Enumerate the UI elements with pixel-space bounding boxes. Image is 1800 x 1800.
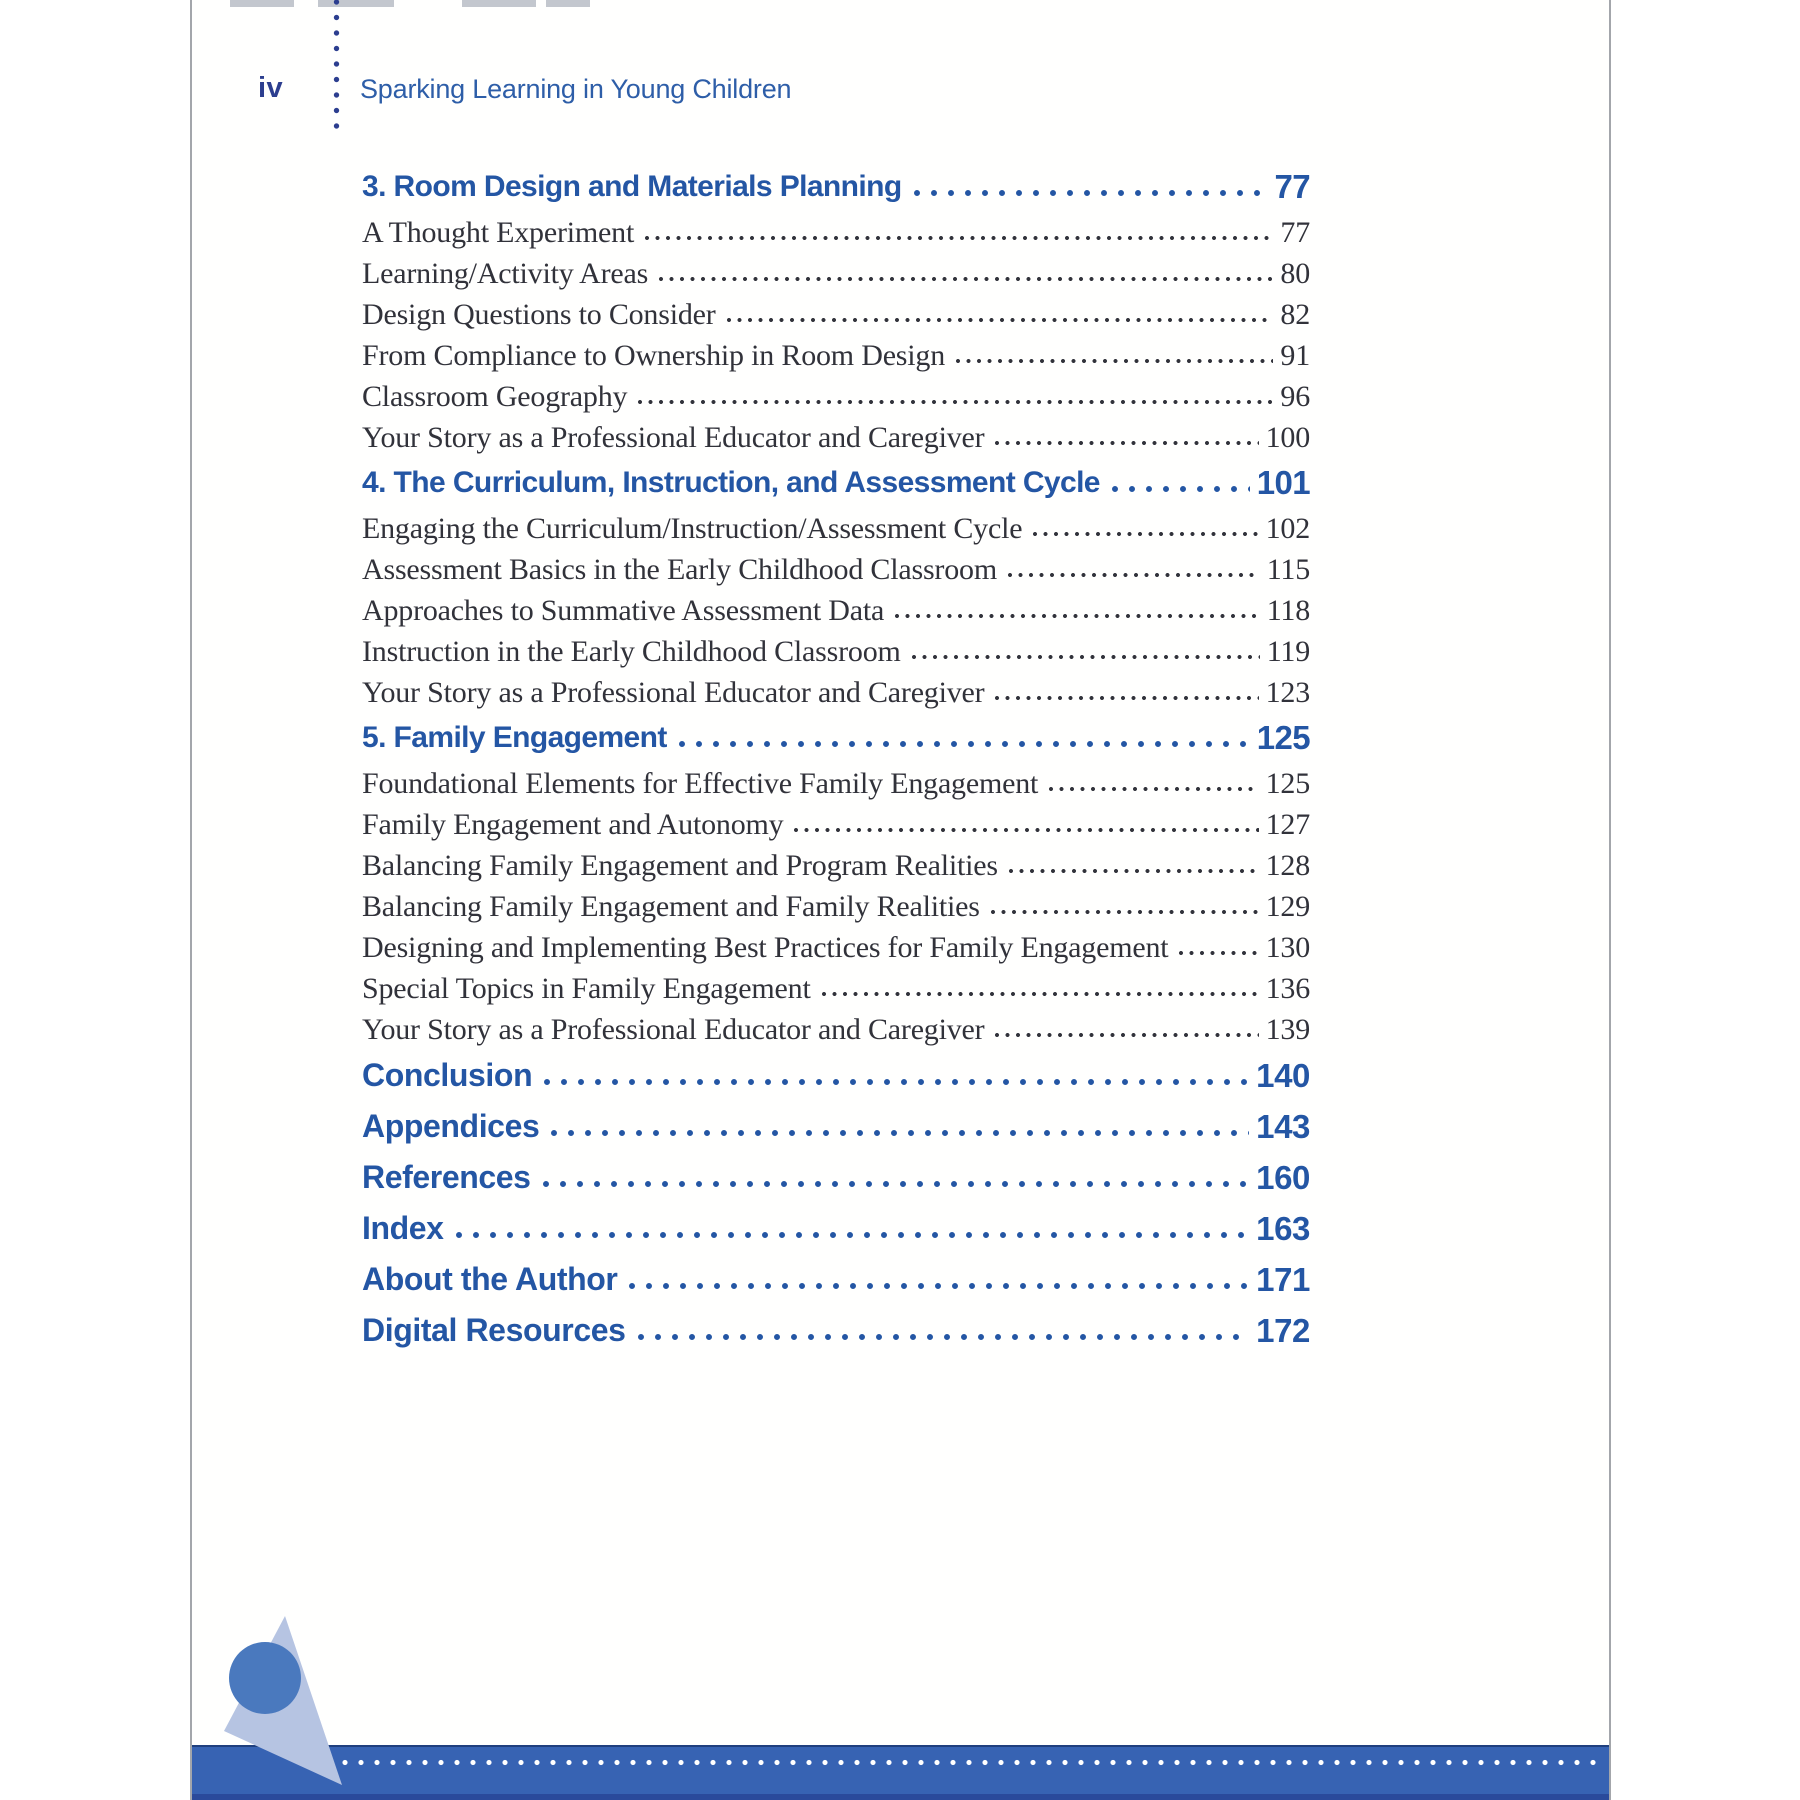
toc-entry-label: Designing and Implementing Best Practices for Family Engagement: [362, 930, 1169, 964]
cropped-top-text: [230, 0, 294, 7]
toc-entry-label: 5. Family Engagement: [362, 721, 667, 754]
toc-leader-dots: [1007, 867, 1259, 875]
toc-row: [362, 162, 1310, 212]
toc-row: [362, 1009, 1310, 1050]
toc-entry-label: Foundational Elements for Effective Family Engagement: [362, 766, 1039, 800]
toc-leader-dots: [989, 908, 1259, 916]
logo-circle-icon: [229, 1642, 301, 1714]
toc-leader-dots: [993, 694, 1258, 702]
footer-bar-shade: [192, 1794, 1609, 1800]
toc-row: [362, 376, 1310, 417]
toc-row: [362, 927, 1310, 968]
toc-entry-label: Engaging the Curriculum/Instruction/Assessment Cycle: [362, 511, 1023, 545]
toc-leader-dots: [1109, 485, 1250, 493]
toc-entry-label: Index: [362, 1210, 444, 1246]
toc-page-number: 118: [1266, 593, 1310, 627]
toc-page-number: 140: [1256, 1056, 1310, 1094]
toc-page-number: 143: [1256, 1107, 1310, 1145]
toc-page-number: 96: [1280, 379, 1310, 413]
book-page: [190, 0, 1611, 1800]
cropped-top-text: [546, 0, 590, 7]
toc-leader-dots: [541, 1078, 1249, 1086]
toc-leader-dots: [540, 1180, 1250, 1188]
toc-entry-label: Assessment Basics in the Early Childhood Classroom: [362, 552, 997, 586]
footer-bar: [192, 1745, 1609, 1800]
toc-row: [362, 294, 1310, 335]
toc-row: [362, 631, 1310, 672]
toc-entry-label: Design Questions to Consider: [362, 297, 716, 331]
toc-row: [362, 335, 1310, 376]
page-number-folio: iv: [258, 72, 284, 104]
toc-leader-dots: [820, 990, 1259, 998]
toc-page-number: 129: [1265, 889, 1310, 923]
toc-page-number: 82: [1280, 297, 1310, 331]
toc-page-number: 102: [1265, 511, 1310, 545]
toc-page-number: 119: [1266, 634, 1310, 668]
toc-row: [362, 1101, 1310, 1152]
toc-leader-dots: [643, 234, 1273, 242]
toc-leader-dots: [1047, 785, 1258, 793]
toc-leader-dots: [993, 439, 1258, 447]
toc-page-number: 80: [1280, 256, 1310, 290]
toc-page-number: 125: [1265, 766, 1310, 800]
toc-page-number: 91: [1280, 338, 1310, 372]
header-dotted-divider: [333, 0, 340, 131]
toc-row: [362, 1050, 1310, 1101]
toc-leader-dots: [1031, 530, 1258, 538]
toc-leader-dots: [636, 398, 1273, 406]
toc-page-number: 130: [1265, 930, 1310, 964]
toc-leader-dots: [626, 1282, 1249, 1290]
running-head: Sparking Learning in Young Children: [360, 74, 792, 104]
toc-entry-label: Your Story as a Professional Educator and Caregiver: [362, 675, 985, 709]
toc-leader-dots: [635, 1333, 1250, 1341]
toc-entry-label: Your Story as a Professional Educator and Caregiver: [362, 1012, 985, 1046]
toc-row: [362, 845, 1310, 886]
toc-entry-label: Special Topics in Family Engagement: [362, 971, 811, 1005]
toc-leader-dots: [792, 826, 1258, 834]
toc-entry-label: Instruction in the Early Childhood Classroom: [362, 634, 901, 668]
toc-leader-dots: [893, 612, 1260, 620]
toc-page-number: 101: [1256, 464, 1310, 501]
toc-entry-label: Digital Resources: [362, 1312, 626, 1348]
toc-row: [362, 549, 1310, 590]
cropped-top-text: [462, 0, 536, 7]
toc-leader-dots: [1006, 571, 1260, 579]
toc-page-number: 172: [1256, 1311, 1310, 1349]
toc-page-number: 128: [1265, 848, 1310, 882]
toc-entry-label: From Compliance to Ownership in Room Design: [362, 338, 946, 372]
toc-entry-label: About the Author: [362, 1261, 618, 1297]
toc-row: [362, 212, 1310, 253]
toc-row: [362, 968, 1310, 1009]
toc-row: [362, 886, 1310, 927]
toc-row: [362, 253, 1310, 294]
toc-row: [362, 672, 1310, 713]
toc-row: [362, 508, 1310, 549]
toc-page-number: 115: [1266, 552, 1310, 586]
toc-leader-dots: [725, 316, 1274, 324]
toc-entry-label: Classroom Geography: [362, 379, 628, 413]
toc-page-number: 77: [1274, 168, 1310, 205]
cropped-top-text: [318, 0, 394, 7]
toc-entry-label: Balancing Family Engagement and Family Realities: [362, 889, 980, 923]
toc-row: [362, 1305, 1310, 1356]
toc-leader-dots: [911, 189, 1268, 197]
toc-row: [362, 713, 1310, 763]
toc-leader-dots: [954, 357, 1273, 365]
toc-leader-dots: [657, 275, 1273, 283]
toc-page-number: 125: [1256, 719, 1310, 756]
toc-leader-dots: [910, 653, 1260, 661]
toc-row: [362, 804, 1310, 845]
toc-page-number: 139: [1265, 1012, 1310, 1046]
toc-row: [362, 590, 1310, 631]
toc-leader-dots: [453, 1231, 1250, 1239]
toc-page-number: 160: [1256, 1158, 1310, 1196]
toc-row: [362, 1203, 1310, 1254]
toc-entry-label: 3. Room Design and Materials Planning: [362, 170, 902, 203]
toc-entry-label: Family Engagement and Autonomy: [362, 807, 784, 841]
table-of-contents: [362, 162, 1310, 1356]
toc-row: [362, 1254, 1310, 1305]
toc-entry-label: Conclusion: [362, 1057, 533, 1093]
toc-row: [362, 458, 1310, 508]
toc-entry-label: Your Story as a Professional Educator and Caregiver: [362, 420, 985, 454]
toc-entry-label: Learning/Activity Areas: [362, 256, 649, 290]
toc-page-number: 163: [1256, 1209, 1310, 1247]
toc-entry-label: Approaches to Summative Assessment Data: [362, 593, 885, 627]
footer-dotted-line: [342, 1759, 1597, 1766]
toc-page-number: 123: [1265, 675, 1310, 709]
toc-page-number: 77: [1280, 215, 1310, 249]
toc-page-number: 127: [1265, 807, 1310, 841]
toc-row: [362, 763, 1310, 804]
toc-entry-label: A Thought Experiment: [362, 215, 635, 249]
toc-entry-label: Balancing Family Engagement and Program Realities: [362, 848, 998, 882]
toc-leader-dots: [676, 740, 1250, 748]
publisher-logo: [212, 1598, 372, 1798]
toc-leader-dots: [993, 1031, 1258, 1039]
toc-leader-dots: [1177, 949, 1258, 957]
toc-entry-label: 4. The Curriculum, Instruction, and Assessment Cycle: [362, 466, 1100, 499]
toc-leader-dots: [548, 1129, 1249, 1137]
toc-row: [362, 417, 1310, 458]
toc-entry-label: References: [362, 1159, 531, 1195]
toc-entry-label: Appendices: [362, 1108, 540, 1144]
toc-page-number: 100: [1265, 420, 1310, 454]
toc-page-number: 136: [1265, 971, 1310, 1005]
toc-page-number: 171: [1256, 1260, 1310, 1298]
toc-row: [362, 1152, 1310, 1203]
